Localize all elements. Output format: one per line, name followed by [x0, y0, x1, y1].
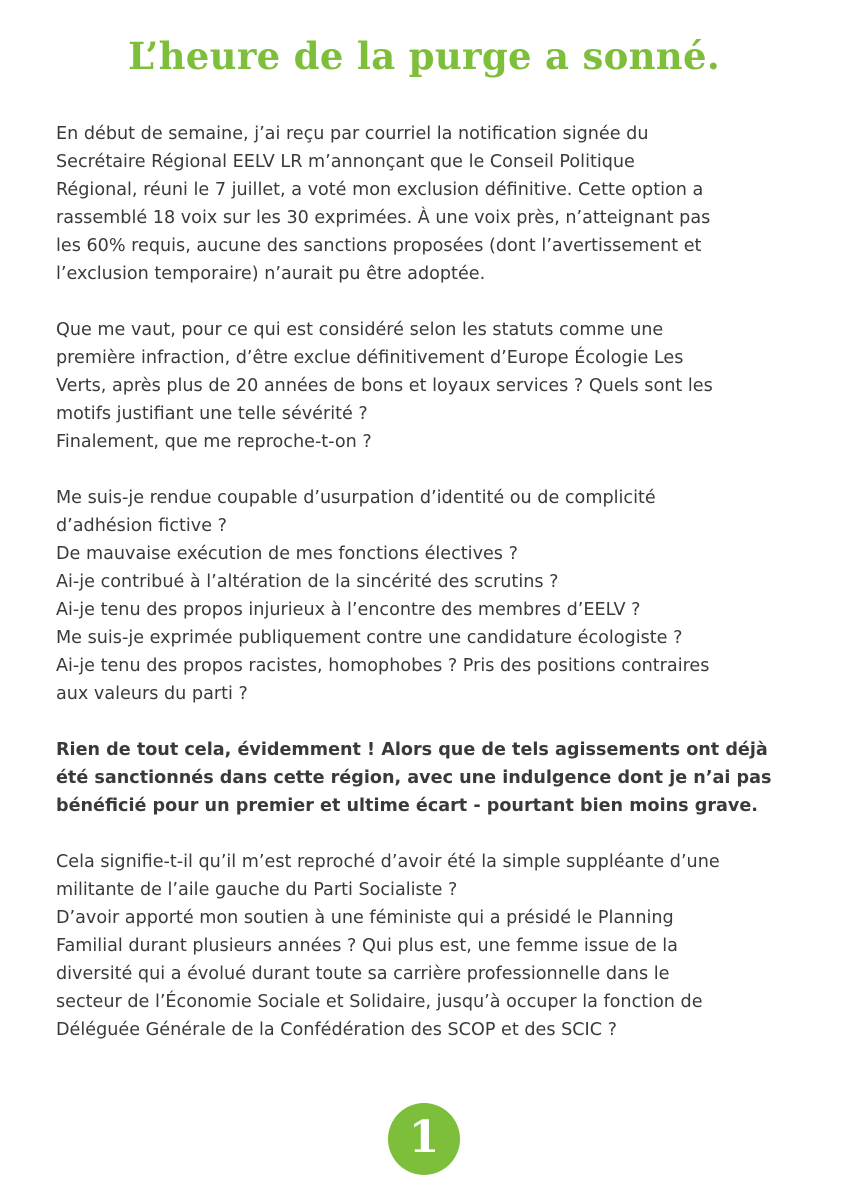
page-title: L’heure de la purge a sonné.: [127, 34, 721, 78]
paragraph-emphasis: Rien de tout cela, évidemment ! Alors que de tels agissements ont déjà été sanctionnés dans cette région, avec une indulgence dont je n’ai pas bénéficié pour un premier et ultime écart - pourtant bien moins grave.: [56, 740, 772, 816]
paragraph-questions-list: Me suis-je rendue coupable d’usurpation d’identité ou de complicité d’adhésion fictive ? De mauvaise exécution de mes fonctions électives ? Ai-je contribué à l’altération de la sincérité des scrutins ? Ai-je tenu des propos injurieux à l’encontre des membres d’EELV ? Me suis-je exprimée publiquement contre une candidature écologiste ? Ai-je tenu des propos racistes, homophobes ? Pris des positions contraires aux valeurs du parti ?: [56, 488, 710, 704]
page-number-badge: [388, 1103, 460, 1175]
paragraph-questions-intro: Que me vaut, pour ce qui est considéré selon les statuts comme une première infraction, d’être exclue définitivement d’Europe Écologie Les Verts, après plus de 20 années de bons et loyaux services ? Quels sont les motifs justifiant une telle sévérité ? Finalement, que me reproche-t-on ?: [56, 320, 713, 452]
paragraph-notification: En début de semaine, j’ai reçu par courriel la notification signée du Secrétaire Régional EELV LR m’annonçant que le Conseil Politique Régional, réuni le 7 juillet, a voté mon exclusion définitive. Cette option a rassemblé 18 voix sur les 30 exprimées. À une voix près, n’atteignant pas les 60% requis, aucune des sanctions proposées (dont l’avertissement et l’exclusion temporaire) n’aurait pu être adoptée.: [56, 124, 711, 284]
paragraph-conclusion: Cela signifie-t-il qu’il m’est reproché d’avoir été la simple suppléante d’une militante de l’aile gauche du Parti Socialiste ? D’avoir apporté mon soutien à une féministe qui a présidé le Planning Familial durant plusieurs années ? Qui plus est, une femme issue de la diversité qui a évolué durant toute sa carrière professionnelle dans le secteur de l’Économie Sociale et Solidaire, jusqu’à occuper la fonction de Déléguée Générale de la Confédération des SCOP et des SCIC ?: [56, 852, 720, 1040]
document-body: [56, 120, 796, 1072]
page-number: 1: [408, 1112, 440, 1163]
